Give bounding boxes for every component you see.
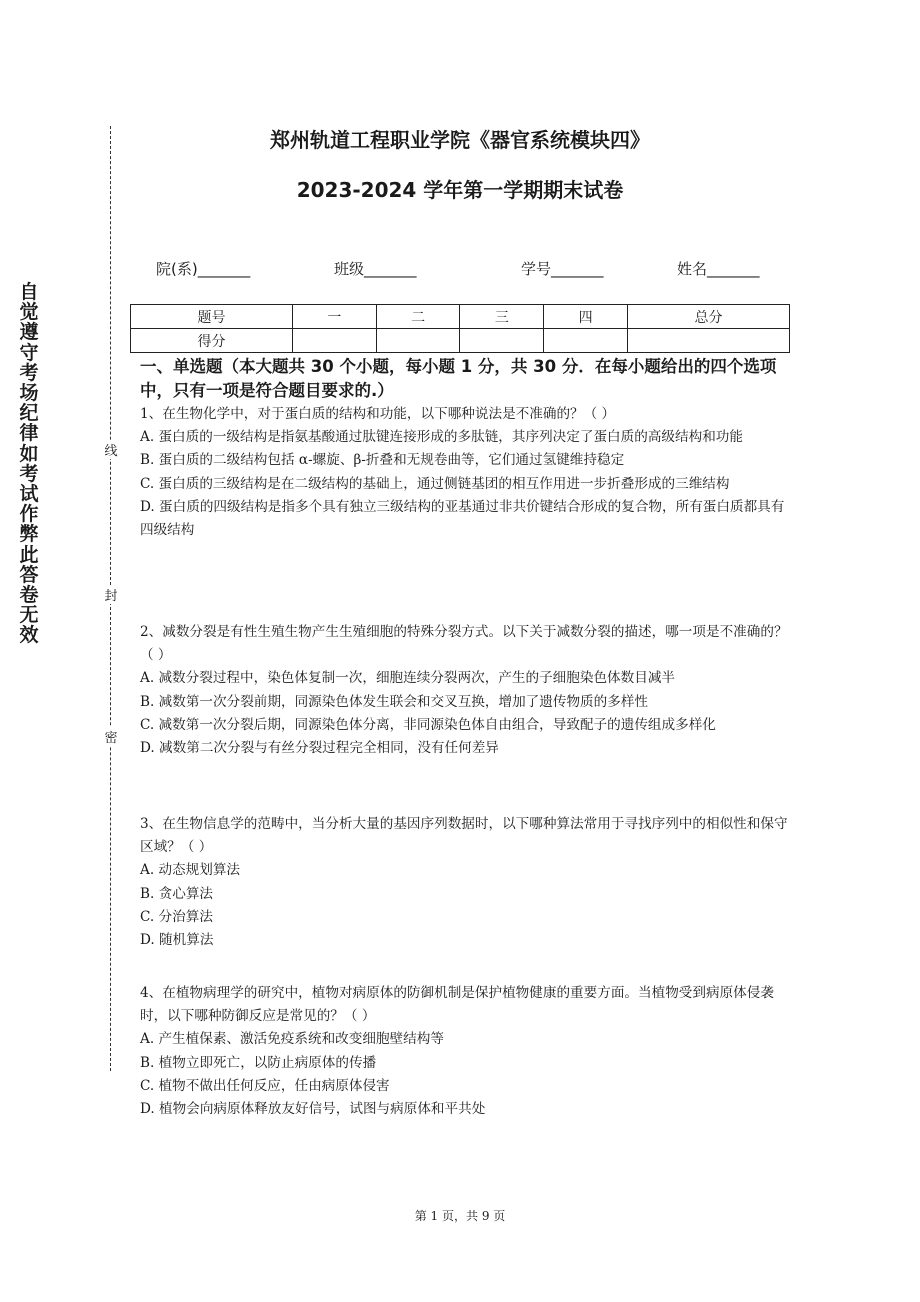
side-notice-char: 卷 bbox=[19, 584, 39, 607]
option[interactable]: A. 产生植保素、激活免疫系统和改变细胞壁结构等 bbox=[140, 1031, 444, 1048]
question-2 bbox=[140, 621, 790, 760]
student-id-field[interactable]: 学号_______ bbox=[521, 260, 604, 278]
score-cell[interactable] bbox=[460, 329, 544, 353]
score-cell[interactable] bbox=[292, 329, 376, 353]
score-table bbox=[130, 304, 790, 353]
option[interactable]: A. 动态规划算法 bbox=[140, 862, 241, 879]
option[interactable]: B. 植物立即死亡，以防止病原体的传播 bbox=[140, 1054, 377, 1071]
option[interactable]: A. 蛋白质的一级结构是指氨基酸通过肽键连接形成的多肽链，其序列决定了蛋白质的高级结构和功能 bbox=[140, 429, 743, 446]
side-notice-char: 律 bbox=[19, 422, 39, 445]
dept-field[interactable]: 院(系)_______ bbox=[156, 260, 251, 278]
option[interactable]: D. 随机算法 bbox=[140, 932, 214, 949]
side-notice-char: 场 bbox=[19, 382, 39, 405]
score-cell[interactable] bbox=[628, 329, 790, 353]
score-row-label: 得分 bbox=[131, 329, 293, 353]
exam-title: 郑州轨道工程职业学院《器官系统模块四》 bbox=[270, 128, 650, 152]
option[interactable]: B. 减数第一次分裂前期，同源染色体发生联会和交叉互换，增加了遗传物质的多样性 bbox=[140, 693, 649, 710]
question-4 bbox=[140, 982, 790, 1121]
score-cell[interactable] bbox=[376, 329, 460, 353]
option[interactable]: B. 蛋白质的二级结构包括 α-螺旋、β-折叠和无规卷曲等，它们通过氢键维持稳定 bbox=[140, 452, 625, 469]
score-header-cell: 二 bbox=[376, 305, 460, 329]
option[interactable]: C. 分治算法 bbox=[140, 908, 213, 925]
side-notice-char: 弊 bbox=[19, 523, 39, 546]
side-notice-char: 自 bbox=[19, 281, 39, 303]
option[interactable]: C. 植物不做出任何反应，任由病原体侵害 bbox=[140, 1077, 390, 1094]
score-table-score-row bbox=[131, 329, 790, 353]
option[interactable]: D. 减数第二次分裂与有丝分裂过程完全相同，没有任何差异 bbox=[140, 740, 499, 757]
question-stem: 2、减数分裂是有性生殖生物产生生殖细胞的特殊分裂方式。以下关于减数分裂的描述，哪一项是不准确的？（ ） bbox=[140, 624, 788, 664]
class-field[interactable]: 班级_______ bbox=[334, 260, 417, 278]
side-notice-char: 纪 bbox=[19, 402, 39, 425]
side-notice-char: 考 bbox=[19, 361, 39, 384]
side-notice-char: 效 bbox=[19, 624, 39, 647]
question-stem: 1、在生物化学中，对于蛋白质的结构和功能，以下哪种说法是不准确的？（ ） bbox=[140, 406, 616, 422]
option[interactable]: D. 蛋白质的四级结构是指多个具有独立三级结构的亚基通过非共价键结合形成的复合物，所有蛋白质都具有四级结构 bbox=[140, 498, 785, 539]
question-stem: 4、在植物病理学的研究中，植物对病原体的防御机制是保护植物健康的重要方面。当植物受到病原体侵袭时，以下哪种防御反应是常见的？（ ） bbox=[140, 985, 774, 1025]
option[interactable]: B. 贪心算法 bbox=[140, 885, 214, 902]
question-stem: 3、在生物信息学的范畴中，当分析大量的基因序列数据时，以下哪种算法常用于寻找序列中的相似性和保守区域？（ ） bbox=[140, 816, 788, 856]
score-header-cell: 三 bbox=[460, 305, 544, 329]
side-notice-char: 守 bbox=[19, 341, 39, 364]
name-field[interactable]: 姓名_______ bbox=[677, 260, 760, 278]
cut-label-xian: 线 bbox=[104, 440, 118, 459]
side-notice-char: 答 bbox=[19, 563, 39, 586]
option[interactable]: C. 蛋白质的三级结构是在二级结构的基础上，通过侧链基团的相互作用进一步折叠形成的三维结构 bbox=[140, 475, 730, 492]
page-footer: 第 1 页，共 9 页 bbox=[414, 1209, 506, 1223]
side-notice-char: 无 bbox=[19, 604, 39, 627]
score-header-cell: 总分 bbox=[628, 305, 790, 329]
side-notice-char: 考 bbox=[19, 462, 39, 485]
cut-label-mi: 密 bbox=[104, 727, 118, 746]
cut-label-feng: 封 bbox=[104, 585, 118, 604]
side-notice-char: 遵 bbox=[19, 321, 39, 344]
score-cell[interactable] bbox=[544, 329, 628, 353]
side-notice-char: 作 bbox=[19, 503, 39, 526]
question-3 bbox=[140, 813, 790, 952]
score-header-cell: 四 bbox=[544, 305, 628, 329]
score-header-cell: 一 bbox=[292, 305, 376, 329]
option[interactable]: A. 减数分裂过程中，染色体复制一次，细胞连续分裂两次，产生的子细胞染色体数目减半 bbox=[140, 670, 676, 687]
score-header-cell: 题号 bbox=[131, 305, 293, 329]
option[interactable]: C. 减数第一次分裂后期，同源染色体分离，非同源染色体自由组合，导致配子的遗传组成多样化 bbox=[140, 716, 716, 733]
side-notice-char: 如 bbox=[19, 442, 39, 465]
side-notice-char: 觉 bbox=[19, 301, 39, 324]
exam-subtitle: 2023-2024 学年第一学期期末试卷 bbox=[296, 178, 624, 202]
side-notice-char: 此 bbox=[19, 543, 39, 566]
question-1 bbox=[140, 403, 790, 542]
section-title: 一、单选题（本大题共 30 个小题，每小题 1 分，共 30 分．在每小题给出的四个选项中，只有一项是符合题目要求的.） bbox=[140, 357, 777, 400]
side-notice-char: 试 bbox=[19, 483, 39, 506]
option[interactable]: D. 植物会向病原体释放友好信号，试图与病原体和平共处 bbox=[140, 1101, 486, 1118]
side-notice bbox=[18, 282, 40, 646]
score-table-header-row bbox=[131, 305, 790, 329]
